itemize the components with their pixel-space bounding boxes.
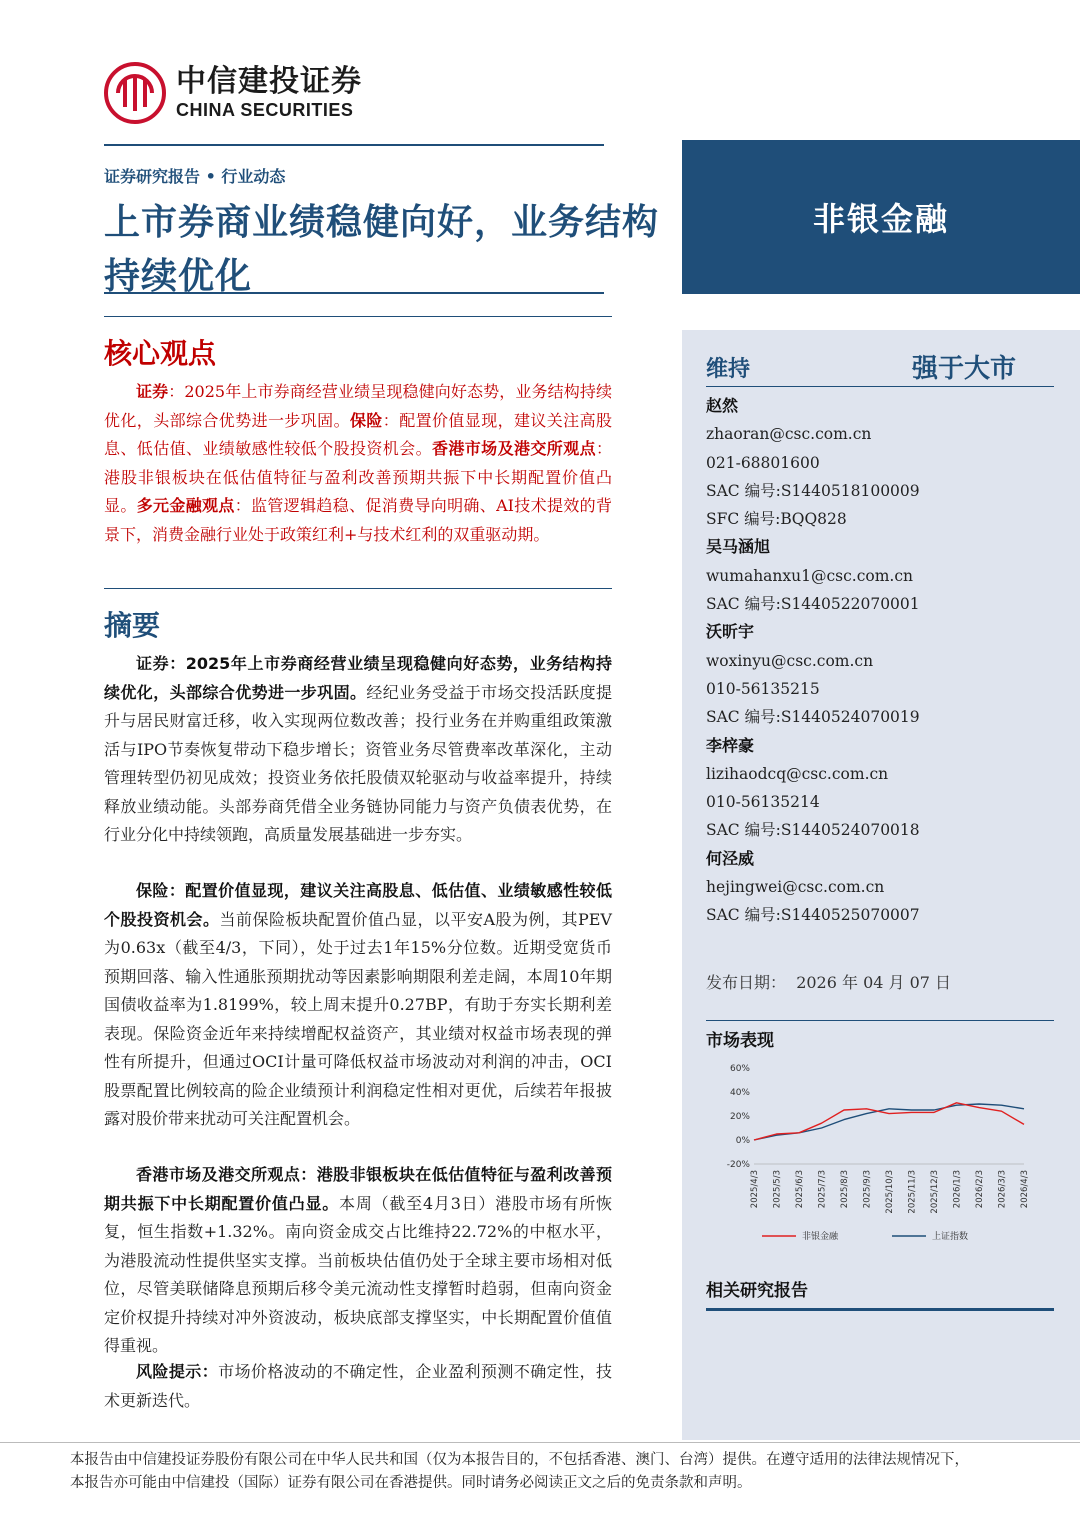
legend-label: 上证指数 [932, 1232, 969, 1242]
y-tick-label: 40% [729, 1088, 750, 1098]
y-tick-label: 60% [729, 1064, 750, 1074]
legend-label: 非银金融 [802, 1232, 839, 1242]
disclaimer-footer [0, 1442, 1080, 1527]
title-top-rule [104, 144, 604, 146]
x-tick-label: 2026/2/3 [975, 1170, 985, 1209]
summary-bold-insurance: 保险：配置价值显现，建议关注高股息、低估值、业绩敏感性较低个股投资机会。 [104, 881, 612, 929]
analyst-sfc: SFC 编号:BQQ828 [706, 510, 847, 529]
summary-bold-risk: 风险提示： [136, 1362, 219, 1381]
analyst-email[interactable]: lizihaodcq@csc.com.cn [706, 764, 889, 783]
analyst-phone: 010-56135215 [706, 679, 820, 698]
analyst-list [706, 392, 1056, 930]
analyst-phone: 010-56135214 [706, 793, 820, 812]
sector-name: 非银金融 [812, 200, 949, 238]
y-tick-label: -20% [726, 1160, 750, 1170]
publish-date-value: 2026 年 04 月 07 日 [796, 973, 952, 992]
summary-text-risk: 市场价格波动的不确定性，企业盈利预测不确定性，技术更新迭代。 [104, 1362, 612, 1410]
analyst-email[interactable]: woxinyu@csc.com.cn [706, 651, 874, 670]
disclaimer-line-2: 本报告亦可能由中信建投（国际）证券有限公司在香港提供。同时请务必阅读正文之后的免责条款和声明。 [70, 1475, 752, 1491]
core-view-text-1: ：2025年上市券商经营业绩呈现稳健向好态势，业务结构持续优化，头部综合优势进一步巩固。 [104, 382, 612, 430]
x-tick-label: 2026/4/3 [1020, 1170, 1030, 1209]
analyst-name: 吴马涵旭 [706, 537, 771, 557]
y-tick-label: 20% [729, 1112, 750, 1122]
series-line-sse-index [754, 1104, 1024, 1140]
x-tick-label: 2026/3/3 [997, 1170, 1008, 1209]
x-tick-label: 2025/5/3 [772, 1170, 783, 1209]
analyst-email[interactable]: zhaoran@csc.com.cn [706, 425, 872, 444]
analyst-email[interactable]: hejingwei@csc.com.cn [706, 878, 885, 897]
rating-rule [706, 386, 1054, 387]
summary-heading: 摘要 [104, 609, 161, 642]
analyst-sac: SAC 编号:S1440524070018 [706, 821, 920, 840]
analyst-name: 何泾威 [706, 848, 755, 868]
logo-chinese-name: 中信建投证券 [176, 64, 362, 99]
publish-date [706, 970, 951, 993]
analyst-name: 李梓豪 [706, 735, 755, 755]
analyst-phone: 021-68801600 [706, 453, 820, 472]
summary-paragraph-risk [104, 1358, 612, 1415]
summary-text-hk-market: 本周（截至4月3日）港股市场有所恢复，恒生指数+1.32%。南向资金成交占比维持22.72%的中枢水平，为港股流动性提供坚实支撑。当前板块估值仍处于全球主要市场相对低位，尽管美联储降息预期后移令美元流动性支撑暂时趋弱，但南向资金定价权提升持续对冲外资波动，板块底部支撑坚实，中长期配置价值值得重视。 [104, 1193, 612, 1355]
disclaimer-line-1: 本报告由中信建投证券股份有限公司在中华人民共和国（仅为本报告目的，不包括香港、澳门、台湾）提供。在遵守适用的法律法规情况下， [70, 1452, 969, 1468]
analyst-name: 沃昕宇 [706, 622, 755, 642]
core-view-heading: 核心观点 [104, 337, 217, 370]
summary-paragraph-insurance [104, 877, 612, 1134]
summary-paragraph-securities [104, 650, 612, 850]
x-tick-label: 2025/6/3 [795, 1170, 805, 1209]
core-view-bold-4: 多元金融观点 [136, 496, 235, 515]
summary-paragraph-hk-market [104, 1161, 612, 1361]
analyst-name: 赵然 [706, 396, 739, 415]
core-view-text-4: ：监管逻辑趋稳、促消费导向明确、AI技术提效的背景下，消费金融行业处于政策红利+与技术红利的双重驱动期。 [104, 496, 612, 544]
core-view-bold-2: 保险 [349, 410, 383, 430]
company-logo [104, 62, 362, 124]
analyst-email[interactable]: wumahanxu1@csc.com.cn [706, 566, 914, 585]
report-category: 证券研究报告 • 行业动态 [104, 167, 286, 186]
summary-bold-hk-market: 香港市场及港交所观点：港股非银板块在低估值特征与盈利改善预期共振下中长期配置价值凸显。 [104, 1165, 612, 1213]
logo-mark-icon [104, 62, 166, 124]
analyst-sac: SAC 编号:S1440525070007 [706, 906, 920, 925]
logo-english-name: CHINA SECURITIES [176, 100, 354, 120]
related-reports-heading: 相关研究报告 [706, 1281, 808, 1301]
sector-banner [682, 140, 1080, 294]
x-tick-label: 2025/11/3 [907, 1170, 918, 1214]
y-tick-label: 0% [735, 1136, 750, 1146]
core-view-text [104, 378, 612, 549]
x-tick-label: 2025/4/3 [750, 1170, 760, 1209]
market-rule [706, 1020, 1054, 1021]
core-view-text-2: ：配置价值显现，建议关注高股息、低估值、业绩敏感性较低个股投资机会。 [104, 410, 612, 458]
summary-text-insurance: 当前保险板块配置价值凸显，以平安A股为例，其PEV为0.63x（截至4/3，下同），处于过去1年15%分位数。近期受宽货币预期回落、输入性通胀预期扰动等因素影响期限利差走阔，本周10年期国债收益率为1.8199%，较上周末提升0.27BP，有助于夯实长期利差表现。保险资金近年来持续增配权益资产，其业绩对权益市场表现的弹性有所提升，但通过OCI计量可降低权益市场波动对利润的冲击，OCI股票配置比例较高的险企业绩预计利润稳定性相对更优，后续若年报披露对股价带来扰动可关注配置机会。 [104, 909, 612, 1128]
report-title: 上市券商业绩稳健向好，业务结构持续优化 [104, 202, 660, 297]
core-view-top-rule [104, 316, 612, 317]
core-view-bold-1: 证券 [136, 382, 169, 401]
rating-action: 维持 [706, 357, 751, 382]
x-tick-label: 2025/10/3 [885, 1170, 895, 1214]
x-tick-label: 2025/7/3 [817, 1170, 828, 1209]
summary-bold-securities: 证券：2025年上市券商经营业绩呈现稳健向好态势，业务结构持续优化，头部综合优势进一步巩固。 [104, 654, 612, 702]
publish-date-label: 发布日期： [706, 973, 787, 992]
summary-top-rule [104, 588, 612, 589]
x-tick-label: 2025/12/3 [930, 1170, 940, 1214]
title-bottom-rule [104, 292, 604, 294]
rating-value: 强于大市 [912, 354, 1017, 384]
related-reports-rule [706, 1308, 1054, 1311]
x-tick-label: 2025/9/3 [862, 1170, 873, 1209]
core-view-text-3: ：港股非银板块在低估值特征与盈利改善预期共振下中长期配置价值凸显。 [104, 439, 612, 515]
market-performance-heading: 市场表现 [706, 1031, 774, 1051]
x-tick-label: 2025/8/3 [840, 1170, 850, 1209]
analyst-sac: SAC 编号:S1440522070001 [706, 595, 920, 614]
summary-text-securities: 经纪业务受益于市场交投活跃度提升与居民财富迁移，收入实现两位数改善；投行业务在并购重组政策激活与IPO节奏恢复带动下稳步增长；资管业务尽管费率改革深化，主动管理转型仍初见成效；投资业务依托股债双轮驱动与收益率提升，持续释放业绩动能。头部券商凭借全业务链协同能力与资产负债表优势，在行业分化中持续领跑，高质量发展基础进一步夯实。 [104, 682, 612, 844]
analyst-sac: SAC 编号:S1440518100009 [706, 481, 920, 500]
core-view-bold-3: 香港市场及港交所观点 [431, 439, 596, 458]
x-tick-label: 2026/1/3 [952, 1170, 963, 1209]
market-performance-chart [706, 1058, 1036, 1250]
analyst-sac: SAC 编号:S1440524070019 [706, 708, 920, 727]
disclaimer-text [70, 1449, 1070, 1495]
